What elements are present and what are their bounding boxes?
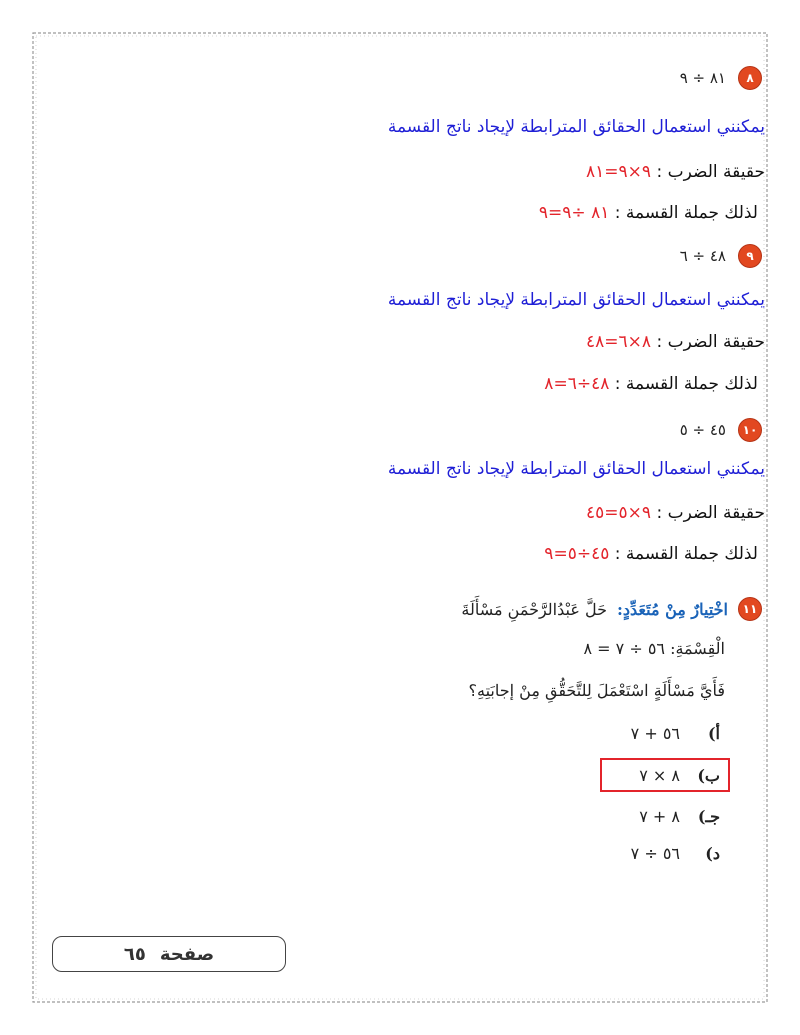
fact-label: حقيقة الضرب :: [656, 162, 765, 182]
page-number: ٦٥: [123, 943, 146, 965]
question-expression: ٤٨ ÷ ٦: [679, 247, 726, 265]
multiple-choice-question: فَأَيَّ مَسْأَلَةٍ اسْتَعْمَلَ لِلتَّحَقُّقِ مِنْ إجابَتِهِ؟: [468, 681, 725, 700]
option-value: ٨ + ٧: [639, 806, 680, 826]
option-d[interactable]: [610, 840, 720, 866]
sentence-label: لذلك جملة القسمة :: [614, 203, 758, 223]
division-sentence: [544, 541, 758, 567]
question-9-header: [680, 244, 762, 268]
question-number-badge: ٨: [738, 66, 762, 90]
sentence-value: ٤٥÷٥=٩: [544, 544, 610, 564]
sentence-label: لذلك جملة القسمة :: [614, 374, 758, 394]
option-value: ٨ × ٧: [639, 765, 680, 785]
option-value: ٥٦ + ٧: [630, 723, 680, 743]
fact-label: حقيقة الضرب :: [656, 332, 765, 352]
multiplication-fact: [586, 329, 765, 355]
fact-value: ٩×٩=٨١: [586, 162, 652, 182]
explanation-text: يمكنني استعمال الحقائق المترابطة لإيجاد ناتج القسمة: [387, 117, 765, 137]
option-label: ب): [697, 765, 720, 785]
question-expression: ٨١ ÷ ٩: [679, 69, 726, 87]
question-number-badge: ١١: [738, 597, 762, 621]
option-b-selected[interactable]: [600, 758, 730, 792]
fact-label: حقيقة الضرب :: [656, 503, 765, 523]
question-10-header: [680, 418, 762, 442]
sentence-value: ٨١ ÷٩=٩: [538, 203, 610, 223]
multiple-choice-prompt: حَلَّ عَبْدُالرَّحْمَنِ مَسْأَلَةَ: [461, 599, 607, 619]
sentence-label: لذلك جملة القسمة :: [614, 544, 758, 564]
page-word: صفحة: [159, 943, 215, 965]
multiplication-fact: [586, 500, 765, 526]
explanation-text: يمكنني استعمال الحقائق المترابطة لإيجاد ناتج القسمة: [387, 290, 765, 310]
division-sentence: [539, 200, 758, 226]
division-sentence: [544, 371, 758, 397]
page-number-label: [52, 936, 286, 972]
option-label: جـ): [697, 806, 720, 826]
question-number-badge: ١٠: [738, 418, 762, 442]
multiple-choice-title: اخْتِيارٌ مِنْ مُتَعَدِّدٍ:: [616, 599, 728, 619]
explanation-text: يمكنني استعمال الحقائق المترابطة لإيجاد ناتج القسمة: [387, 459, 765, 479]
fact-value: ٩×٥=٤٥: [586, 503, 652, 523]
multiple-choice-header: [461, 597, 762, 621]
option-label: د): [705, 843, 720, 863]
question-8-header: [680, 66, 762, 90]
question-number-badge: ٩: [738, 244, 762, 268]
multiplication-fact: [586, 159, 765, 185]
multiple-choice-problem: الْقِسْمَةِ: ٥٦ ÷ ٧ = ٨: [583, 639, 725, 658]
fact-value: ٨×٦=٤٨: [586, 332, 652, 352]
sentence-value: ٤٨÷٦=٨: [544, 374, 610, 394]
option-a[interactable]: [610, 720, 720, 746]
option-c[interactable]: [610, 803, 720, 829]
option-value: ٥٦ ÷ ٧: [630, 843, 680, 863]
question-expression: ٤٥ ÷ ٥: [679, 421, 726, 439]
option-label: أ): [707, 723, 720, 743]
